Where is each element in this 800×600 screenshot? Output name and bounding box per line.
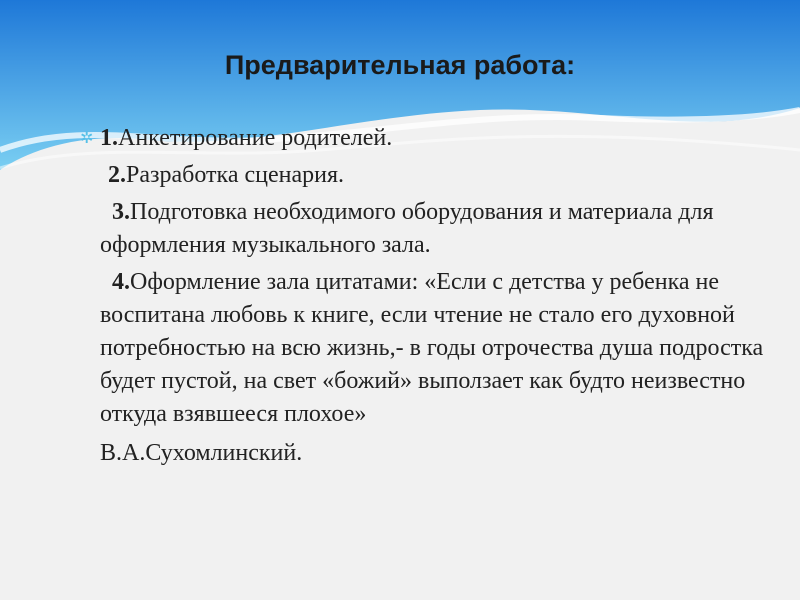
- item-text: Разработка сценария.: [126, 162, 344, 188]
- slide-title: Предварительная работа:: [224, 50, 576, 80]
- item-number: 4.: [112, 269, 130, 295]
- quote-author: В.А.Сухомлинский.: [100, 440, 303, 466]
- item-text: Подготовка необходимого оборудования и материала для оформления музыкального зала.: [100, 199, 714, 258]
- item-number: 3.: [112, 199, 130, 225]
- item-number: 2.: [108, 162, 126, 188]
- slide-content: [80, 122, 780, 494]
- list-item: [80, 122, 780, 155]
- list-item: [80, 159, 780, 192]
- list-item: [80, 196, 780, 262]
- item-text: Анкетирование родителей.: [118, 125, 393, 151]
- item-number: 1.: [100, 125, 118, 151]
- list-item: [80, 266, 780, 431]
- bullet-icon: ✲: [80, 130, 94, 147]
- item-text: Оформление зала цитатами: «Если с детства у ребенка не воспитана любовь к книге, если чтение не стало его духовной потребностью на всю жизнь,- в годы отрочества душа подростка будет пустой, на свет «божий» выползает как будто неизвестно откуда взявшееся плохое»: [100, 269, 764, 427]
